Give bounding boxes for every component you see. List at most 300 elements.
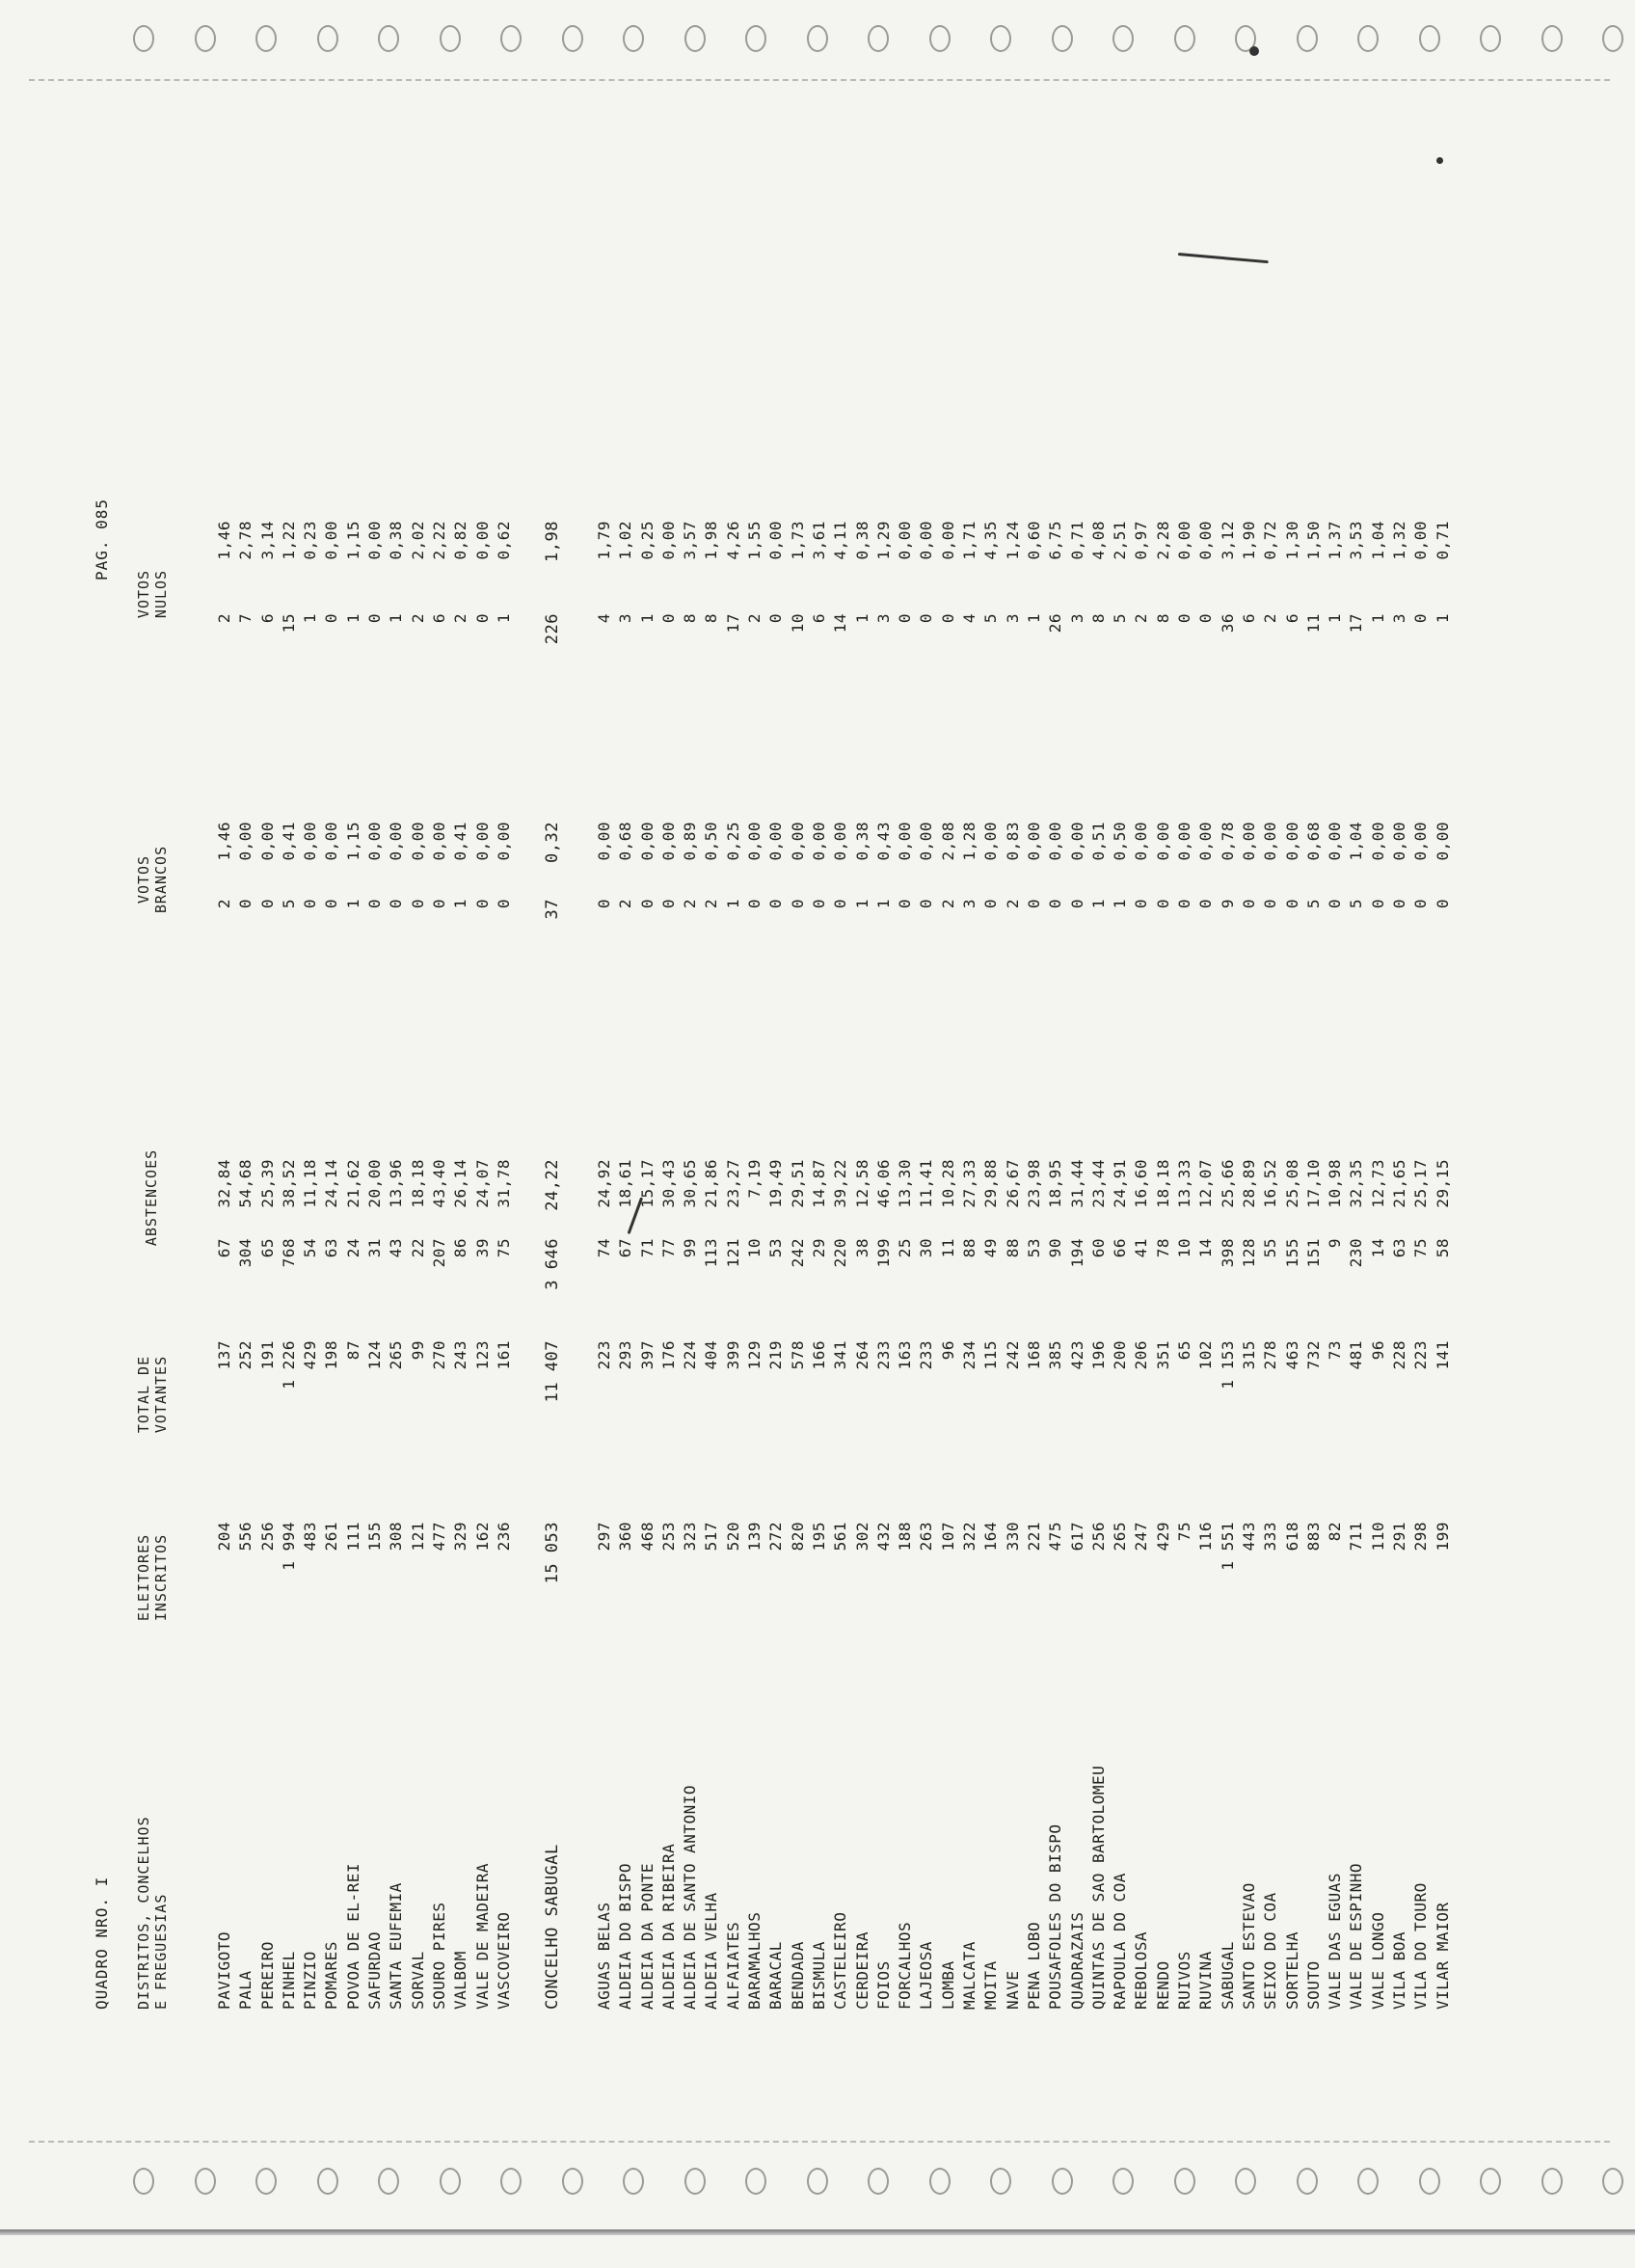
votos-nulos-percent: 2,28: [1153, 521, 1172, 560]
votos-nulos-percent: 0,97: [1132, 521, 1151, 560]
parish-name: BENDADA: [788, 1941, 807, 2010]
table-row: [1088, 0, 1110, 2268]
total-votantes: 233: [873, 1340, 893, 1370]
votos-brancos-count: 0: [766, 899, 786, 909]
table-row: [615, 0, 636, 2268]
eleitores-inscritos: 468: [637, 1522, 657, 1552]
votos-brancos-percent: 0,00: [322, 822, 341, 861]
votos-nulos-count: 3: [1067, 613, 1086, 624]
parish-name: VILA DO TOURO: [1411, 1882, 1431, 2010]
votos-brancos-count: 2: [1003, 899, 1022, 909]
abstencoes-percent: 24,91: [1111, 1159, 1130, 1208]
total-votantes: 264: [852, 1340, 871, 1370]
total-votantes: 732: [1303, 1340, 1323, 1370]
table-row: [408, 0, 429, 2268]
abstencoes-count: 77: [658, 1238, 678, 1258]
parish-name: SORVAL: [408, 1951, 427, 2010]
votos-brancos-count: 0: [494, 899, 513, 909]
table-row: [1282, 0, 1303, 2268]
votos-nulos-count: 10: [788, 613, 807, 634]
abstencoes-percent: 14,87: [809, 1159, 828, 1208]
abstencoes-count: 74: [595, 1238, 613, 1258]
votos-brancos-percent: 0,00: [788, 822, 807, 861]
votos-nulos-percent: 0,00: [658, 521, 678, 560]
parish-name: VALE DAS EGUAS: [1326, 1873, 1345, 2010]
votos-nulos-percent: 3,53: [1347, 521, 1366, 560]
parish-name: PINHEL: [279, 1951, 298, 2010]
votos-brancos-count: 0: [1239, 899, 1258, 909]
eleitores-inscritos: 247: [1132, 1522, 1151, 1552]
abstencoes-percent: 18,18: [408, 1159, 427, 1208]
eleitores-inscritos: 256: [257, 1522, 277, 1552]
votos-nulos-count: 2: [408, 613, 427, 624]
votos-brancos-count: 1: [343, 899, 362, 909]
abstencoes-percent: 12,58: [852, 1159, 871, 1208]
votos-nulos-count: 1: [1024, 613, 1043, 624]
abstencoes-percent: 19,49: [766, 1159, 786, 1208]
table-row: [765, 0, 787, 2268]
votos-nulos-count: 1: [1368, 613, 1387, 624]
votos-brancos-count: 0: [745, 899, 764, 909]
abstencoes-percent: 32,35: [1347, 1159, 1366, 1208]
eleitores-inscritos: 302: [852, 1522, 871, 1552]
eleitores-inscritos: 155: [365, 1522, 385, 1552]
table-row: [959, 0, 980, 2268]
eleitores-inscritos: 1 994: [279, 1522, 298, 1571]
parish-name: POVOA DE EL-REI: [343, 1863, 362, 2010]
eleitores-inscritos: 199: [1433, 1522, 1452, 1552]
eleitores-inscritos: 291: [1389, 1522, 1408, 1552]
abstencoes-percent: 25,39: [257, 1159, 277, 1208]
abstencoes-percent: 15,17: [637, 1159, 657, 1208]
votos-nulos-percent: 0,38: [852, 521, 871, 560]
total-votantes: 1 226: [279, 1340, 298, 1390]
eleitores-inscritos: 221: [1024, 1522, 1043, 1552]
votos-brancos-count: 0: [1067, 899, 1086, 909]
votos-brancos-count: 0: [408, 899, 427, 909]
abstencoes-count: 53: [1024, 1238, 1043, 1258]
parishes-group-2: [594, 0, 1454, 2268]
parish-name: POMARES: [322, 1941, 341, 2010]
abstencoes-count: 22: [408, 1238, 427, 1258]
votos-brancos-percent: 1,28: [960, 822, 979, 861]
votos-brancos-percent: 0,00: [1132, 822, 1151, 861]
parish-name: VASCOVEIRO: [494, 1911, 513, 2010]
votos-nulos-count: 8: [1088, 613, 1108, 624]
votos-nulos-percent: 1,24: [1003, 521, 1022, 560]
votos-brancos-percent: 0,00: [1153, 822, 1172, 861]
table-row: [257, 0, 279, 2268]
votos-brancos-percent: 0,41: [279, 822, 298, 861]
votos-nulos-count: 3: [1389, 613, 1408, 624]
abstencoes-percent: 25,17: [1411, 1159, 1431, 1208]
abstencoes-count: 55: [1261, 1238, 1280, 1258]
total-votantes: 73: [1326, 1340, 1345, 1361]
parish-name: AGUAS BELAS: [595, 1902, 613, 2010]
total-votantes: 463: [1282, 1340, 1301, 1370]
abstencoes-percent: 29,15: [1433, 1159, 1452, 1208]
table-row: [343, 0, 364, 2268]
total-row: [542, 0, 563, 2268]
abstencoes-percent: 23,27: [723, 1159, 742, 1208]
table-row: [594, 0, 615, 2268]
votos-brancos-count: 0: [896, 899, 915, 909]
abstencoes-count: 43: [387, 1238, 406, 1258]
eleitores-inscritos: 253: [658, 1522, 678, 1552]
total-votantes: 243: [451, 1340, 470, 1370]
eleitores-inscritos: 618: [1282, 1522, 1301, 1552]
votos-brancos-percent: 0,89: [681, 822, 700, 861]
abstencoes-count: 9: [1326, 1238, 1345, 1249]
votos-nulos-percent: 1,79: [595, 521, 613, 560]
votos-brancos-count: 0: [365, 899, 385, 909]
table-row: [895, 0, 916, 2268]
abstencoes-count: 121: [723, 1238, 742, 1268]
abstencoes-count: 151: [1303, 1238, 1323, 1268]
col-header-eleitores: ELEITORES INSCRITOS: [135, 1533, 170, 1622]
total-votantes: 96: [938, 1340, 957, 1361]
votos-nulos-count: 0: [472, 613, 492, 624]
parish-name: MALCATA: [960, 1941, 979, 2010]
abstencoes-count: 66: [1111, 1238, 1130, 1258]
votos-nulos-percent: 0,60: [1024, 521, 1043, 560]
parish-name: SOURO PIRES: [429, 1902, 448, 2010]
abstencoes-count: 78: [1153, 1238, 1172, 1258]
total-votantes: 404: [702, 1340, 721, 1370]
votos-brancos-percent: 0,00: [408, 822, 427, 861]
eleitores-inscritos: 483: [301, 1522, 320, 1552]
abstencoes-percent: 32,84: [215, 1159, 233, 1208]
votos-nulos-count: 0: [1175, 613, 1194, 624]
votos-nulos-count: 2: [1261, 613, 1280, 624]
votos-nulos-percent: 2,22: [429, 521, 448, 560]
eleitores-inscritos: 520: [723, 1522, 742, 1552]
votos-nulos-percent: 0,82: [451, 521, 470, 560]
votos-nulos-count: 0: [658, 613, 678, 624]
parish-name: ALDEIA DE SANTO ANTONIO: [681, 1784, 700, 2010]
table-row: [1433, 0, 1454, 2268]
votos-nulos-count: 1: [494, 613, 513, 624]
abstencoes-percent: 24,07: [472, 1159, 492, 1208]
votos-nulos-count: 15: [279, 613, 298, 634]
votos-nulos-count: 11: [1303, 613, 1323, 634]
abstencoes-count: 99: [681, 1238, 700, 1258]
abstencoes-count: 49: [981, 1238, 1001, 1258]
votos-nulos-count: 1: [852, 613, 871, 624]
votos-nulos-percent: 0,00: [322, 521, 341, 560]
parish-name: CASTELEIRO: [831, 1911, 850, 2010]
total-votantes: 219: [766, 1340, 786, 1370]
table-row: [658, 0, 680, 2268]
table-row: [1024, 0, 1045, 2268]
votos-brancos-percent: 0,68: [1303, 822, 1323, 861]
votos-brancos-count: 2: [616, 899, 635, 909]
abstencoes-count: 128: [1239, 1238, 1258, 1268]
votos-nulos-count: 1: [1433, 613, 1452, 624]
votos-nulos-percent: 1,32: [1389, 521, 1408, 560]
abstencoes-count: 25: [896, 1238, 915, 1258]
votos-nulos-count: 3: [873, 613, 893, 624]
table-row: [1325, 0, 1346, 2268]
eleitores-inscritos: 820: [788, 1522, 807, 1552]
votos-nulos-percent: 1,02: [616, 521, 635, 560]
votos-nulos-count: 14: [831, 613, 850, 634]
col-header-votantes: TOTAL DE VOTANTES: [135, 1355, 170, 1434]
votos-nulos-percent: 1,55: [745, 521, 764, 560]
votos-nulos-count: 17: [723, 613, 742, 634]
eleitores-inscritos: 261: [322, 1522, 341, 1552]
table-row: [235, 0, 256, 2268]
parish-name: BISMULA: [809, 1941, 828, 2010]
votos-nulos-count: 0: [896, 613, 915, 624]
parish-name: RAPOULA DO COA: [1111, 1873, 1130, 2010]
abstencoes-percent: 30,43: [658, 1159, 678, 1208]
votos-brancos-count: 3: [960, 899, 979, 909]
abstencoes-count: 113: [702, 1238, 721, 1268]
abstencoes-percent: 17,10: [1303, 1159, 1323, 1208]
total-votantes: 176: [658, 1340, 678, 1370]
abstencoes-percent: 29,51: [788, 1159, 807, 1208]
abstencoes-count: 63: [1389, 1238, 1408, 1258]
abstencoes-count: 58: [1433, 1238, 1452, 1258]
total-votantes: 163: [896, 1340, 915, 1370]
abstencoes-percent: 16,52: [1261, 1159, 1280, 1208]
votos-nulos-percent: 3,57: [681, 521, 700, 560]
table-row: [680, 0, 701, 2268]
votos-brancos-percent: 0,50: [702, 822, 721, 861]
abstencoes-count: 90: [1046, 1238, 1065, 1258]
eleitores-inscritos: 121: [408, 1522, 427, 1552]
eleitores-inscritos: 475: [1046, 1522, 1065, 1552]
abstencoes-percent: 27,33: [960, 1159, 979, 1208]
votos-brancos-percent: 0,00: [917, 822, 936, 861]
abstencoes-percent: 12,07: [1196, 1159, 1216, 1208]
parish-name: ALFAIATES: [723, 1921, 742, 2010]
votos-brancos-count: 5: [279, 899, 298, 909]
eleitores-inscritos: 110: [1368, 1522, 1387, 1552]
total-votantes: 65: [1175, 1340, 1194, 1361]
votos-nulos-percent: 1,46: [215, 521, 233, 560]
votos-brancos-percent: 0,00: [301, 822, 320, 861]
table-row: [873, 0, 895, 2268]
votos-nulos-count: 0: [938, 613, 957, 624]
total-votantes: 191: [257, 1340, 277, 1370]
total-votantes: 397: [637, 1340, 657, 1370]
votos-nulos-percent: 3,12: [1218, 521, 1237, 560]
votos-nulos-count: 0: [365, 613, 385, 624]
votos-nulos-count: 17: [1347, 613, 1366, 634]
votos-brancos-percent: 0,00: [365, 822, 385, 861]
eleitores-inscritos: 1 551: [1218, 1522, 1237, 1571]
votos-nulos-count: 8: [702, 613, 721, 624]
eleitores-inscritos: 329: [451, 1522, 470, 1552]
table-row: [386, 0, 407, 2268]
votos-nulos-percent: 2,51: [1111, 521, 1130, 560]
votos-nulos-count: 0: [1411, 613, 1431, 624]
votos-nulos-percent: 1,71: [960, 521, 979, 560]
table-row: [723, 0, 744, 2268]
eleitores-inscritos: 195: [809, 1522, 828, 1552]
votos-brancos-percent: 1,04: [1347, 822, 1366, 861]
total-votantes: 102: [1196, 1340, 1216, 1370]
eleitores-inscritos: 204: [215, 1522, 233, 1552]
abstencoes-count: 29: [809, 1238, 828, 1258]
abstencoes-percent: 30,65: [681, 1159, 700, 1208]
parish-name: VALE DE ESPINHO: [1347, 1863, 1366, 2010]
table-row: [494, 0, 515, 2268]
votos-brancos-count: 0: [595, 899, 613, 909]
total-votantes: 351: [1153, 1340, 1172, 1370]
table-row: [279, 0, 300, 2268]
parish-name: BARACAL: [766, 1941, 786, 2010]
votos-brancos-count: 5: [1303, 899, 1323, 909]
total-votantes: 206: [1132, 1340, 1151, 1370]
total-votantes: 429: [301, 1340, 320, 1370]
votos-brancos-percent: 0,00: [1261, 822, 1280, 861]
votos-nulos-count: 1: [343, 613, 362, 624]
abstencoes-count: 768: [279, 1238, 298, 1268]
abstencoes-count: 39: [472, 1238, 492, 1258]
abstencoes-percent: 16,60: [1132, 1159, 1151, 1208]
table-row: [1239, 0, 1260, 2268]
parish-name: POUSAFOLES DO BISPO: [1046, 1823, 1065, 2010]
votos-nulos-count: 0: [917, 613, 936, 624]
parish-name: PEREIRO: [257, 1941, 277, 2010]
votos-brancos-count: 0: [1261, 899, 1280, 909]
parish-name: RENDO: [1153, 1960, 1172, 2010]
concelho-total: [542, 0, 563, 2268]
votos-brancos-percent: 2,08: [938, 822, 957, 861]
total-votantes: 315: [1239, 1340, 1258, 1370]
abstencoes-count: 86: [451, 1238, 470, 1258]
table-row: [1303, 0, 1325, 2268]
table-row: [300, 0, 321, 2268]
eleitores-inscritos: 432: [873, 1522, 893, 1552]
votos-brancos-percent: 0,00: [896, 822, 915, 861]
eleitores-inscritos: 308: [387, 1522, 406, 1552]
eleitores-inscritos: 82: [1326, 1522, 1345, 1542]
votos-brancos-percent: 0,00: [429, 822, 448, 861]
votos-nulos-count: 1: [637, 613, 657, 624]
total-votantes: 341: [831, 1340, 850, 1370]
parish-name: VALE LONGO: [1368, 1911, 1387, 2010]
votos-brancos-count: 0: [236, 899, 255, 909]
eleitores-inscritos: 15 053: [543, 1522, 562, 1584]
total-votantes: 385: [1046, 1340, 1065, 1370]
votos-brancos-count: 0: [1368, 899, 1387, 909]
votos-brancos-percent: 0,00: [658, 822, 678, 861]
votos-nulos-count: 26: [1046, 613, 1065, 634]
parish-name: SOUTO: [1303, 1960, 1323, 2010]
parish-name: CONCELHO SABUGAL: [543, 1844, 562, 2010]
abstencoes-count: 14: [1196, 1238, 1216, 1258]
votos-nulos-count: 226: [543, 613, 562, 645]
votos-brancos-percent: 0,68: [616, 822, 635, 861]
report-title: QUADRO NRO. I: [93, 1876, 111, 2010]
abstencoes-count: 207: [429, 1238, 448, 1268]
eleitores-inscritos: 298: [1411, 1522, 1431, 1552]
parish-name: PENA LOBO: [1024, 1921, 1043, 2010]
abstencoes-percent: 39,22: [831, 1159, 850, 1208]
eleitores-inscritos: 556: [236, 1522, 255, 1552]
total-votantes: 1 153: [1218, 1340, 1237, 1390]
eleitores-inscritos: 617: [1067, 1522, 1086, 1552]
eleitores-inscritos: 272: [766, 1522, 786, 1552]
abstencoes-count: 65: [257, 1238, 277, 1258]
eleitores-inscritos: 116: [1196, 1522, 1216, 1552]
abstencoes-percent: 24,22: [543, 1159, 562, 1211]
votos-nulos-percent: 3,14: [257, 521, 277, 560]
votos-nulos-count: 1: [387, 613, 406, 624]
votos-brancos-percent: 0,00: [809, 822, 828, 861]
votos-brancos-count: 0: [788, 899, 807, 909]
abstencoes-count: 31: [365, 1238, 385, 1258]
abstencoes-percent: 18,95: [1046, 1159, 1065, 1208]
table-row: [637, 0, 658, 2268]
votos-brancos-count: 0: [658, 899, 678, 909]
votos-brancos-percent: 0,00: [1368, 822, 1387, 861]
votos-nulos-percent: 2,78: [236, 521, 255, 560]
total-votantes: 123: [472, 1340, 492, 1370]
table-row: [1067, 0, 1088, 2268]
votos-brancos-percent: 0,00: [1024, 822, 1043, 861]
abstencoes-percent: 10,98: [1326, 1159, 1345, 1208]
table-row: [938, 0, 959, 2268]
votos-nulos-percent: 1,29: [873, 521, 893, 560]
votos-nulos-percent: 0,23: [301, 521, 320, 560]
votos-brancos-count: 0: [301, 899, 320, 909]
votos-brancos-percent: 0,43: [873, 822, 893, 861]
votos-nulos-count: 0: [766, 613, 786, 624]
votos-nulos-count: 7: [236, 613, 255, 624]
parish-name: PALA: [236, 1970, 255, 2010]
votos-brancos-percent: 0,00: [494, 822, 513, 861]
votos-nulos-percent: 0,72: [1261, 521, 1280, 560]
abstencoes-percent: 21,62: [343, 1159, 362, 1208]
total-votantes: 161: [494, 1340, 513, 1370]
parish-name: QUADRAZAIS: [1067, 1911, 1086, 2010]
votos-nulos-count: 4: [960, 613, 979, 624]
total-votantes: 141: [1433, 1340, 1452, 1370]
votos-nulos-count: 3: [616, 613, 635, 624]
abstencoes-count: 242: [788, 1238, 807, 1268]
total-votantes: 399: [723, 1340, 742, 1370]
votos-brancos-count: 0: [387, 899, 406, 909]
parish-name: QUINTAS DE SAO BARTOLOMEU: [1088, 1765, 1108, 2010]
votos-brancos-percent: 0,00: [745, 822, 764, 861]
votos-nulos-count: 5: [981, 613, 1001, 624]
votos-nulos-percent: 0,62: [494, 521, 513, 560]
total-votantes: 11 407: [543, 1340, 562, 1403]
votos-brancos-percent: 0,00: [1282, 822, 1301, 861]
abstencoes-count: 67: [215, 1238, 233, 1258]
votos-brancos-percent: 0,00: [1411, 822, 1431, 861]
total-votantes: 578: [788, 1340, 807, 1370]
parish-name: SANTO ESTEVAO: [1239, 1882, 1258, 2010]
parish-name: RUIVOS: [1175, 1951, 1194, 2010]
votos-brancos-percent: 0,50: [1111, 822, 1130, 861]
abstencoes-count: 220: [831, 1238, 850, 1268]
table-row: [364, 0, 386, 2268]
table-row: [916, 0, 937, 2268]
parish-name: SAFURDAO: [365, 1930, 385, 2010]
votos-nulos-percent: 0,00: [896, 521, 915, 560]
eleitores-inscritos: 360: [616, 1522, 635, 1552]
abstencoes-percent: 18,18: [1153, 1159, 1172, 1208]
eleitores-inscritos: 75: [1175, 1522, 1194, 1542]
votos-nulos-count: 6: [429, 613, 448, 624]
votos-brancos-percent: 1,15: [343, 822, 362, 861]
